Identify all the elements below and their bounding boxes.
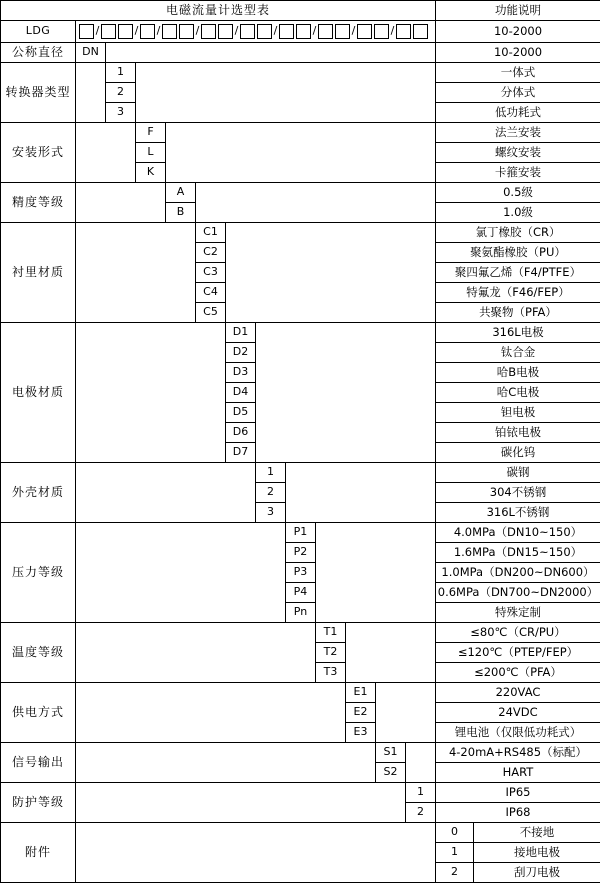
- desc-electrode-4: 哈C电极: [436, 383, 600, 403]
- category-housing: 外壳材质: [1, 463, 76, 523]
- category-lining: 衬里材质: [1, 223, 76, 323]
- code-housing-3: 3: [256, 503, 286, 523]
- desc-temperature-2: ≤120℃（PTEP/FEP）: [436, 643, 600, 663]
- category-power-supply: 供电方式: [1, 683, 76, 743]
- code-temperature-2: T2: [316, 643, 346, 663]
- spacer-housing-a: [76, 463, 256, 523]
- category-nominal-diameter: 公称直径: [1, 43, 76, 63]
- code-lining-4: C4: [196, 283, 226, 303]
- code-electrode-3: D3: [226, 363, 256, 383]
- desc-column-header: 功能说明: [436, 1, 600, 21]
- desc-protection-2: IP68: [436, 803, 600, 823]
- model-code-box[interactable]: [162, 24, 177, 39]
- row-lining-1: [1, 223, 600, 243]
- spacer-dn: [106, 43, 436, 63]
- code-accessory-3: 2: [436, 863, 474, 883]
- code-pressure-4: P4: [286, 583, 316, 603]
- row-mounting-1: [1, 123, 600, 143]
- spacer-accuracy-b: [196, 183, 436, 223]
- desc-accuracy-2: 1.0级: [436, 203, 600, 223]
- category-signal-output: 信号输出: [1, 743, 76, 783]
- model-code-boxes: [76, 21, 436, 43]
- code-lining-5: C5: [196, 303, 226, 323]
- model-code-separator: /: [351, 25, 356, 38]
- category-electrode: 电极材质: [1, 323, 76, 463]
- code-electrode-4: D4: [226, 383, 256, 403]
- model-code-box[interactable]: [257, 24, 272, 39]
- desc-housing-2: 304不锈钢: [436, 483, 600, 503]
- desc-housing-1: 碳钢: [436, 463, 600, 483]
- spacer-lining-a: [76, 223, 196, 323]
- spacer-electrode-b: [256, 323, 436, 463]
- code-temperature-1: T1: [316, 623, 346, 643]
- desc-pressure-3: 1.0MPa（DN200~DN600）: [436, 563, 600, 583]
- desc-pressure-4: 0.6MPa（DN700~DN2000）: [436, 583, 600, 603]
- code-pressure-5: Pn: [286, 603, 316, 623]
- category-temperature: 温度等级: [1, 623, 76, 683]
- model-code-box[interactable]: [140, 24, 155, 39]
- spacer-power-a: [76, 683, 346, 743]
- desc-accessory-2: 接地电极: [474, 843, 600, 863]
- category-accuracy: 精度等级: [1, 183, 76, 223]
- desc-electrode-1: 316L电极: [436, 323, 600, 343]
- row-electrode-1: [1, 323, 600, 343]
- row-accuracy-1: [1, 183, 600, 203]
- code-accessory-1: 0: [436, 823, 474, 843]
- category-pressure: 压力等级: [1, 523, 76, 623]
- desc-converter-1: 一体式: [436, 63, 600, 83]
- code-protection-1: 1: [406, 783, 436, 803]
- desc-temperature-1: ≤80℃（CR/PU）: [436, 623, 600, 643]
- desc-lining-1: 氯丁橡胶（CR）: [436, 223, 600, 243]
- model-code-box[interactable]: [318, 24, 333, 39]
- model-code-box[interactable]: [279, 24, 294, 39]
- desc-power-1: 220VAC: [436, 683, 600, 703]
- model-code-row: [1, 21, 600, 43]
- spacer-protection-a: [76, 783, 406, 823]
- row-pressure-1: [1, 523, 600, 543]
- model-code-box[interactable]: [218, 24, 233, 39]
- desc-electrode-7: 碳化钨: [436, 443, 600, 463]
- row-protection-1: [1, 783, 600, 803]
- model-code-separator: /: [273, 25, 278, 38]
- model-code-box[interactable]: [79, 24, 94, 39]
- spacer-lining-b: [226, 223, 436, 323]
- category-accessory: 附件: [1, 823, 76, 883]
- code-electrode-2: D2: [226, 343, 256, 363]
- code-lining-3: C3: [196, 263, 226, 283]
- code-electrode-7: D7: [226, 443, 256, 463]
- desc-power-3: 锂电池（仅限低功耗式）: [436, 723, 600, 743]
- desc-dn: 10-2000: [436, 43, 600, 63]
- code-converter-2: 2: [106, 83, 136, 103]
- row-power-1: [1, 683, 600, 703]
- model-code-box[interactable]: [374, 24, 389, 39]
- spacer-signal-a: [76, 743, 376, 783]
- page-title: 电磁流量计选型表: [1, 1, 436, 21]
- code-pressure-3: P3: [286, 563, 316, 583]
- code-accuracy-1: A: [166, 183, 196, 203]
- spacer-housing-b: [286, 463, 436, 523]
- spacer-accessory-a: [76, 823, 436, 883]
- desc-accuracy-1: 0.5级: [436, 183, 600, 203]
- desc-dn-range: 10-2000: [436, 21, 600, 43]
- code-mounting-2: L: [136, 143, 166, 163]
- row-accessory-1: [1, 823, 600, 843]
- code-protection-2: 2: [406, 803, 436, 823]
- code-pressure-2: P2: [286, 543, 316, 563]
- spacer-temperature-b: [346, 623, 436, 683]
- desc-housing-3: 316L不锈钢: [436, 503, 600, 523]
- model-code-separator: /: [195, 25, 200, 38]
- model-code-separator: /: [156, 25, 161, 38]
- spacer-electrode-a: [76, 323, 226, 463]
- model-code-box[interactable]: [101, 24, 116, 39]
- desc-lining-3: 聚四氟乙烯（F4/PTFE）: [436, 263, 600, 283]
- row-signal-1: [1, 743, 600, 763]
- category-protection: 防护等级: [1, 783, 76, 823]
- model-code-box[interactable]: [357, 24, 372, 39]
- desc-lining-5: 共聚物（PFA）: [436, 303, 600, 323]
- desc-pressure-5: 特殊定制: [436, 603, 600, 623]
- desc-electrode-2: 钛合金: [436, 343, 600, 363]
- code-temperature-3: T3: [316, 663, 346, 683]
- model-prefix-label: LDG: [1, 21, 76, 43]
- model-code-separator: /: [390, 25, 395, 38]
- code-lining-2: C2: [196, 243, 226, 263]
- desc-converter-3: 低功耗式: [436, 103, 600, 123]
- model-code-box[interactable]: [335, 24, 350, 39]
- spacer-converter-b: [136, 63, 436, 123]
- code-electrode-6: D6: [226, 423, 256, 443]
- code-signal-1: S1: [376, 743, 406, 763]
- spacer-pressure-a: [76, 523, 286, 623]
- code-converter-1: 1: [106, 63, 136, 83]
- code-power-2: E2: [346, 703, 376, 723]
- desc-mounting-1: 法兰安装: [436, 123, 600, 143]
- code-power-3: E3: [346, 723, 376, 743]
- model-code-box[interactable]: [296, 24, 311, 39]
- desc-pressure-1: 4.0MPa（DN10~150）: [436, 523, 600, 543]
- desc-accessory-1: 不接地: [474, 823, 600, 843]
- spacer-mounting-b: [166, 123, 436, 183]
- spacer-temperature-a: [76, 623, 316, 683]
- model-code-separator: /: [134, 25, 139, 38]
- code-housing-1: 1: [256, 463, 286, 483]
- row-converter-type-1: [1, 63, 600, 83]
- code-accessory-2: 1: [436, 843, 474, 863]
- desc-converter-2: 分体式: [436, 83, 600, 103]
- desc-lining-4: 特氟龙（F46/FEP）: [436, 283, 600, 303]
- desc-lining-2: 聚氨酯橡胶（PU）: [436, 243, 600, 263]
- model-code-separator: /: [312, 25, 317, 38]
- code-housing-2: 2: [256, 483, 286, 503]
- model-code-separator: /: [95, 25, 100, 38]
- category-converter-type: 转换器类型: [1, 63, 76, 123]
- desc-electrode-5: 钽电极: [436, 403, 600, 423]
- model-code-box[interactable]: [118, 24, 133, 39]
- desc-temperature-3: ≤200℃（PFA）: [436, 663, 600, 683]
- model-code-box[interactable]: [179, 24, 194, 39]
- desc-signal-2: HART: [436, 763, 600, 783]
- desc-electrode-3: 哈B电极: [436, 363, 600, 383]
- spacer-converter-a: [76, 63, 106, 123]
- code-signal-2: S2: [376, 763, 406, 783]
- desc-mounting-2: 螺纹安装: [436, 143, 600, 163]
- table-title-row: [1, 1, 600, 21]
- desc-protection-1: IP65: [436, 783, 600, 803]
- desc-pressure-2: 1.6MPa（DN15~150）: [436, 543, 600, 563]
- code-dn: DN: [76, 43, 106, 63]
- spacer-mounting-a: [76, 123, 136, 183]
- code-electrode-5: D5: [226, 403, 256, 423]
- model-code-box[interactable]: [396, 24, 411, 39]
- code-mounting-3: K: [136, 163, 166, 183]
- desc-accessory-3: 刮刀电极: [474, 863, 600, 883]
- desc-mounting-3: 卡箍安装: [436, 163, 600, 183]
- code-electrode-1: D1: [226, 323, 256, 343]
- code-lining-1: C1: [196, 223, 226, 243]
- desc-signal-1: 4-20mA+RS485（标配）: [436, 743, 600, 763]
- model-code-box[interactable]: [413, 24, 428, 39]
- spacer-signal-b: [406, 743, 436, 783]
- model-code-box[interactable]: [240, 24, 255, 39]
- code-mounting-1: F: [136, 123, 166, 143]
- code-power-1: E1: [346, 683, 376, 703]
- row-housing-1: [1, 463, 600, 483]
- desc-power-2: 24VDC: [436, 703, 600, 723]
- code-accuracy-2: B: [166, 203, 196, 223]
- desc-electrode-6: 铂铱电极: [436, 423, 600, 443]
- model-code-separator: /: [234, 25, 239, 38]
- row-temperature-1: [1, 623, 600, 643]
- spacer-accuracy-a: [76, 183, 166, 223]
- code-converter-3: 3: [106, 103, 136, 123]
- spacer-power-b: [376, 683, 436, 743]
- row-nominal-diameter: [1, 43, 600, 63]
- category-mounting: 安装形式: [1, 123, 76, 183]
- model-code-box[interactable]: [201, 24, 216, 39]
- code-pressure-1: P1: [286, 523, 316, 543]
- spacer-pressure-b: [316, 523, 436, 623]
